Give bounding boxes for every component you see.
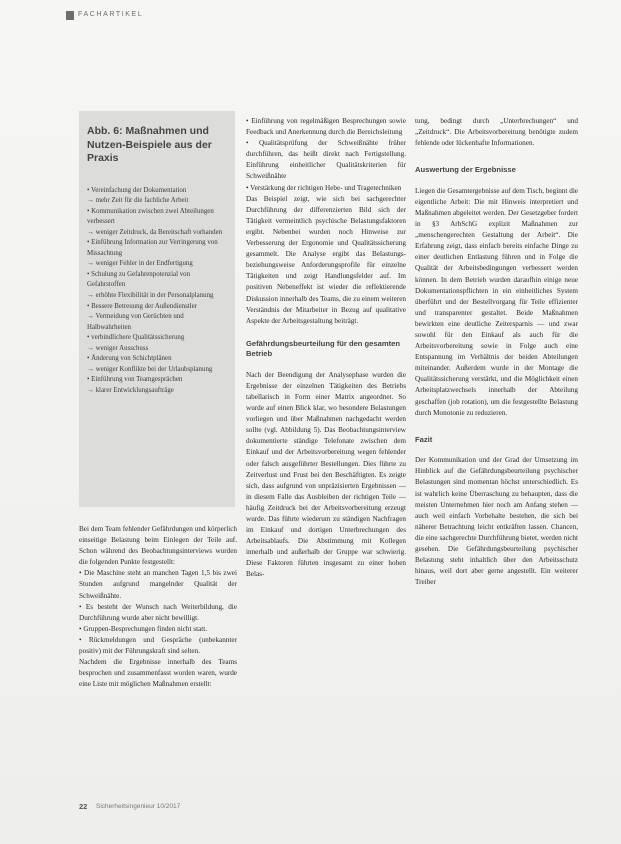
- paragraph: • Es besteht der Wunsch nach Weiterbildung, die Durchführung wurde aber nicht bewilligt.: [79, 602, 237, 622]
- publication-name: Sicherheitsingenieur 10/2017: [96, 803, 181, 810]
- subheading-fazit: Fazit: [415, 434, 433, 444]
- subheading-auswertung: Auswertung der Ergebnisse: [415, 165, 516, 175]
- paragraph: Nachdem die Ergebnisse innerhalb des Teams besprochen und zusammenfasst worden waren, wurde eine Liste mit möglichen Maßnahmen erstellt:: [79, 658, 237, 689]
- figure-list-item: • verbindlichere Qualitätssicherung: [87, 334, 185, 342]
- paragraph: Der Kommunikation und der Grad der Umsetzung im Hinblick auf die Gefährdungsbeurteilung psychischer Belastungen sind momentan höchst unterschiedlich. Es ist wahrlich keine Überraschung zu behaupten, dass die meisten Unternehmen hier noch am Anfang stehen — auch weil einfach Vorbehalte bestehen, die sich bei näherer Betrachtung leicht entkräften lassen. Chancen, die eine sachgerechte Durchführung bietet, werden nicht gesehen. Die Gefährdungsbeurteilung psychischer Belastung steht inhaltlich über den Arbeitsschutz hinaus, weil dort aber gerne angestellt. Ein weiterer Treiber: [415, 456, 578, 587]
- paragraph: Nach der Beendigung der Analysephase wurden die Ergebnisse der einzelnen Tätigkeiten des Betriebs tabellarisch in Form einer Matrix angeordnet. So wurde auf einen Blick klar, wo besondere Belastungen vorliegen und über Maßnahmen nachgedacht werden sollte (vgl. Abbildung 5). Das Beobachtungsinterview dokumentierte ständige Telefonate zwischen dem Einkauf und der Arbeitsvorbereitung wegen fehlender oder falsch ausgeführter Bestellungen. Dies führte zu Zeitverlust und Frust bei den Beschäftigten. Es zeigte sich, dass aufgrund von unpräzisierten Ergebnissen — in diesem Falle das Ausbleiben der richtigen Teile — häufig Zeitdruck bei der Arbeitsvorbereitung erzeugt wurde. Das führte wiederum zu ständigen Nachfragen im Einkauf und dortigen Unterbrechungen des Arbeitsablaufs. Die Abstimmung mit Kollegen innerhalb und außerhalb der Gruppe war schwierig. Diese Faktoren führten insgesamt zu einer hohen Belas-: [246, 370, 406, 579]
- paragraph: • Qualitätsprüfung der Schweißnähte früher durchführen, das heißt direkt nach Fertigstellung. Einführung einheitlicher Qualitätskriterien für Schweißnähte: [246, 139, 406, 181]
- paragraph: • Die Maschine steht an manchen Tagen 1,5 bis zwei Stunden aufgrund mangelnder Qualität der Schweißnähte.: [79, 569, 237, 600]
- page-number: 22: [79, 802, 88, 811]
- figure-list-item: • Änderung von Schichtplänen: [87, 355, 172, 363]
- middle-column: [246, 116, 406, 581]
- paragraph: • Verstärkung der richtigen Hebe- und Tragetechniken: [246, 183, 402, 192]
- left-column: [79, 524, 237, 690]
- figure-list-item: → weniger Fehler in der Endfertigung: [87, 260, 193, 268]
- figure-list-item: • Kommunikation zwischen zwei Abteilungen verbessert: [87, 207, 214, 226]
- figure-list-item: → Vermeidung von Gerüchten und Halbwahrheiten: [87, 313, 184, 331]
- figure-title: Abb. 6: Maßnahmen und Nutzen-Beispiele aus der Praxis: [87, 125, 212, 164]
- figure-list-item: → klarer Entwicklungsaufträge: [87, 386, 174, 394]
- subheading-gefaehrdungsbeurteilung: Gefährdungsbeurteilung für den gesamten Betrieb: [246, 338, 400, 359]
- paragraph: Bei dem Team fehlender Gefährdungen und körperlich einseitige Belastung beim Einlegen der Teile auf. Schon während des Beobachtungsinterviews wurden die folgenden Punkte festgestellt:: [79, 525, 237, 567]
- paragraph: Das Beispiel zeigt, wie sich bei sachgerechter Durchführung der differenzierten Bild sich der Tätigkeit vermeintlich psychische Belastungsfaktoren ergibt. Nebenbei wurden noch Hinweise zur Verbesserung der Ergonomie und Qualitätssicherung gesammelt. Die Analyse ergibt das Belastungs- beziehungsweise Anforderungsprofile für einzelne Tätigkeiten und zeigt Handlungsfelder auf. Im positiven Nebeneffekt ist wieder die reflektierende Diskussion innerhalb des Teams, die zu einem weiteren Verständnis der Mitarbeiter in Bezug auf qualitative Aspekte der Arbeitsgestaltung beiträgt.: [246, 194, 406, 325]
- paragraph: • Einführung von regelmäßigen Besprechungen sowie Feedback und Anerkennung durch die Bereichsleitung: [246, 117, 406, 137]
- paragraph: • Rückmeldungen und Gespräche (unbekannter positiv) mit der Führungskraft sind selten.: [79, 635, 237, 656]
- figure-list-item: • Bessere Betreuung der Außendienstler: [87, 302, 197, 310]
- paragraph: • Gruppen-Besprechungen finden nicht statt.: [79, 624, 208, 633]
- figure-list-item: → weniger Ausschuss: [87, 344, 149, 352]
- figure-box: [79, 111, 235, 507]
- header-marker: [66, 11, 74, 20]
- section-label: FACHARTIKEL: [78, 11, 144, 18]
- figure-list-item: → erhöhte Flexibilität in der Personalplanung: [87, 291, 214, 299]
- figure-list-item: • Schulung zu Gefahrenpotenzial von Gefahrstoffen: [87, 270, 191, 289]
- figure-list-item: → weniger Konflikte bei der Urlaubsplanung: [87, 365, 213, 373]
- paragraph: tung, bedingt durch „Unterbrechungen“ und „Zeitdruck“. Die Arbeitsvorbereitung benötigte zudem fehlende oder lückenhafte Informationen.: [415, 117, 578, 148]
- figure-list-item: → weniger Zeitdruck, da Bereitschaft vorhanden: [87, 228, 223, 236]
- figure-list-item: → mehr Zeit für die fachliche Arbeit: [87, 197, 189, 205]
- figure-list-item: • Einführung von Teamgesprächen: [87, 376, 183, 384]
- figure-list-item: • Vereinfachung der Dokumentation: [87, 186, 187, 194]
- right-column: [415, 116, 578, 588]
- figure-list: [87, 186, 229, 397]
- paragraph: Liegen die Gesamtergebnisse auf dem Tisch, beginnt die eigentliche Arbeit: Die mit Hinweis interpretiert und Maßnahmen abgeleitet werden. Der Gesetzgeber fordert in §3 ArbSchG explizit Maßnahmen zur „menschengerechten Gestaltung der Arbeit“. Die Erfahrung zeigt, dass einfach bereits einfache Dinge zu einer deutlichen Entlastung führen und in Folge die Qualität der Arbeitsbedingungen verbessert werden können. In dem Betrieb wurden daraufhin einige neue Dokumentationspflichten in ein einheitliches System überführt und der Bestellvorgang für Teile effizienter und transparenter gestaltet. Beide Maßnahmen bewirkten eine deutliche Zeitersparnis — und zwar sowohl für den Einkauf als auch für die Arbeitsvorbereitung sowie in Folge auch eine Entspannung im Verhältnis der beiden Abteilungen miteinander. Außerdem wurde in der Montage die Qualitätssicherung verstärkt, und die Möglichkeit einen Arbeitsplatzwechsels innerhalb der Abteilung geschaffen (job rotation), um die festgestellte Belastung durch Monotonie zu reduzieren.: [415, 186, 578, 417]
- figure-list-item: • Einführung Information zur Verringerung von Missachtung: [87, 239, 218, 257]
